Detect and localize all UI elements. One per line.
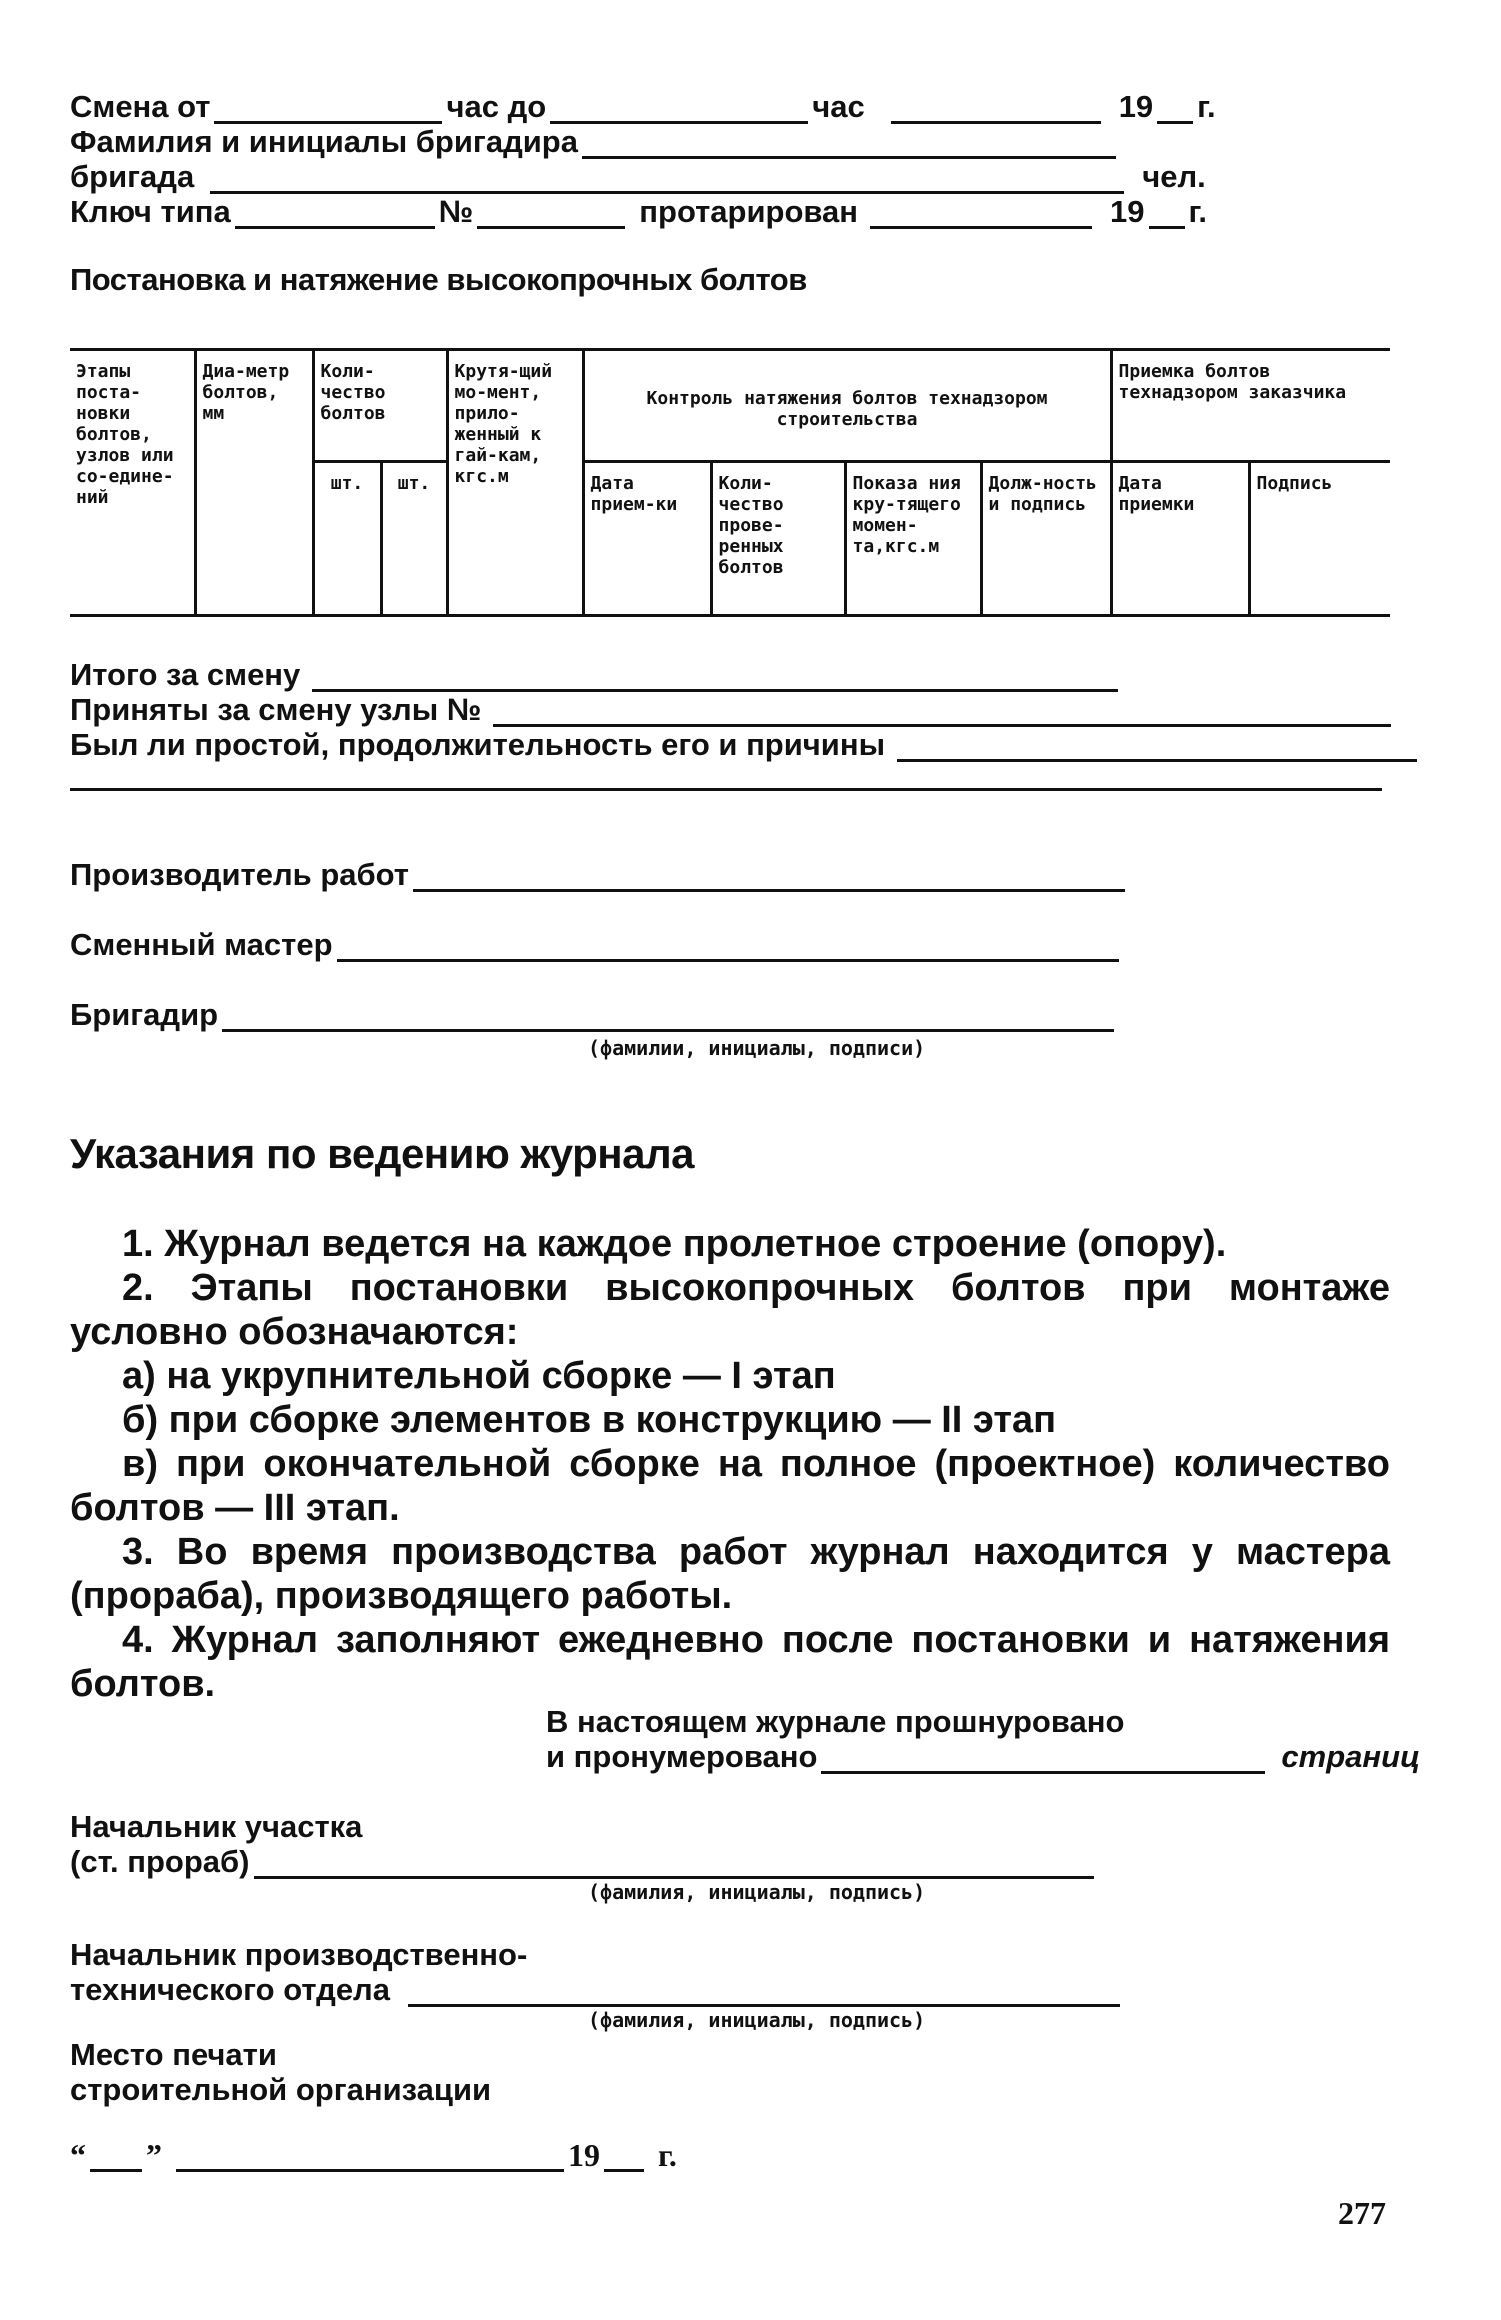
shift-master-field[interactable] <box>337 931 1119 962</box>
total-line <box>70 658 1122 692</box>
col-unit-1: шт. <box>313 462 381 616</box>
col-date-accept: Дата прием-ки <box>583 462 711 616</box>
pto-chief-line-1 <box>70 1938 527 1972</box>
accepted-nodes-field[interactable] <box>493 696 1391 727</box>
shift-from-field[interactable] <box>214 93 442 124</box>
col-customer-sign: Подпись <box>1249 462 1390 616</box>
site-chief-field[interactable] <box>254 1848 1094 1879</box>
pto-chief-label-1: Начальник производственно- <box>70 1937 528 1972</box>
foreman-line <box>70 125 1120 159</box>
instruction-1: 1. Журнал ведется на каждое пролетное строение (опору). <box>122 1223 1227 1265</box>
hour-label: час <box>812 89 865 124</box>
col-unit-2: шт. <box>381 462 447 616</box>
page-number: 277 <box>1338 2195 1386 2231</box>
pto-chief-label-2: технического отдела <box>70 1972 390 2007</box>
brigade-line <box>70 160 1206 194</box>
signatures-caption: (фамилии, инициалы, подписи) <box>588 1036 926 1060</box>
pto-chief-caption: (фамилия, инициалы, подпись) <box>588 2008 926 2032</box>
pages-label: страниц <box>1281 1739 1421 1774</box>
site-chief-line-1 <box>70 1810 362 1844</box>
shift-master-label: Сменный мастер <box>70 927 333 962</box>
month-field[interactable] <box>176 2141 564 2172</box>
site-chief-label-2: (ст. прораб) <box>70 1844 250 1879</box>
work-manager-label: Производитель работ <box>70 857 409 892</box>
key-type-field[interactable] <box>235 198 435 229</box>
brigade-field[interactable] <box>210 163 1124 194</box>
shift-from-label: Смена от <box>70 89 211 124</box>
instruction-3: 3. Во время производства работ журнал находится у мастера (прораба), производящего работы. <box>70 1531 1390 1617</box>
instruction-2c: в) при окончательной сборке на полное (проектное) количество болтов — III этап. <box>70 1443 1390 1529</box>
pto-chief-line-2 <box>70 1973 1124 2007</box>
year-suffix: г. <box>1197 89 1216 124</box>
total-shift-field[interactable] <box>312 661 1118 692</box>
cert-text-1: В настоящем журнале прошнуровано <box>546 1704 1125 1739</box>
downtime-field[interactable] <box>897 731 1417 762</box>
calibrated-year-suffix: г. <box>1188 194 1207 229</box>
calibrated-year-field[interactable] <box>1149 198 1185 229</box>
cert-text-2: и пронумеровано <box>546 1739 818 1774</box>
col-position-sign: Долж-ность и подпись <box>981 462 1111 616</box>
group-control: Контроль натяжения болтов технадзором строительства <box>583 350 1111 462</box>
hour-to-field[interactable] <box>550 93 808 124</box>
downtime-line <box>70 728 1421 762</box>
instruction-2: 2. Этапы постановки высокопрочных болтов при монтаже условно обозначаются: <box>70 1267 1390 1353</box>
shift-line <box>70 90 1216 124</box>
foreman-sign-field[interactable] <box>222 1001 1114 1032</box>
calibrated-year-label: 19 <box>1110 194 1145 229</box>
foreman-sign-line <box>70 998 1118 1032</box>
col-diameter: Диа-метр болтов, мм <box>195 350 313 616</box>
total-shift-label: Итого за смену <box>70 657 301 692</box>
instruction-4: 4. Журнал заполняют ежедневно после постановки и натяжения болтов. <box>70 1619 1390 1705</box>
brigade-label: бригада <box>70 159 195 194</box>
col-torque-reading: Показа ния кру-тящего момен-та,кгс.м <box>845 462 981 616</box>
site-chief-line-2 <box>70 1845 1098 1879</box>
calibrated-field[interactable] <box>870 198 1092 229</box>
seal-line-2 <box>70 2073 491 2107</box>
foreman-name-field[interactable] <box>582 128 1116 159</box>
col-count: Коли-чество болтов <box>313 350 447 462</box>
downtime-extra-line[interactable] <box>70 788 1382 791</box>
seal-line-1 <box>70 2038 277 2072</box>
col-checked-count: Коли-чество прове-ренных болтов <box>711 462 845 616</box>
seal-label-1: Место печати <box>70 2037 277 2072</box>
key-type-label: Ключ типа <box>70 194 231 229</box>
instruction-2b: б) при сборке элементов в конструкцию — II этап <box>122 1399 1057 1441</box>
date-line <box>70 2138 677 2172</box>
site-chief-caption: (фамилия, инициалы, подпись) <box>588 1880 926 1904</box>
work-manager-field[interactable] <box>413 861 1125 892</box>
pto-chief-field[interactable] <box>408 1976 1120 2007</box>
key-line <box>70 195 1207 229</box>
date-year-suffix: г. <box>658 2137 677 2173</box>
bolts-table <box>70 348 1390 617</box>
quote-open: “ <box>70 2137 86 2173</box>
instruction-2a: а) на укрупнительной сборке — I этап <box>122 1355 836 1397</box>
foreman-name-label: Фамилия и инициалы бригадира <box>70 124 578 159</box>
quote-close: ” <box>146 2137 162 2173</box>
instructions-title: Указания по ведению журнала <box>70 1130 695 1177</box>
date-year-field[interactable] <box>604 2141 644 2172</box>
col-customer-date: Дата приемки <box>1111 462 1249 616</box>
number-field[interactable] <box>477 198 625 229</box>
col-torque: Крутя-щий мо-мент, прило-женный к гай-кам, кгс.м <box>447 350 583 616</box>
cert-line-1 <box>546 1705 1124 1739</box>
downtime-label: Был ли простой, продолжительность его и причины <box>70 727 886 762</box>
date-year-label: 19 <box>568 2137 600 2173</box>
number-label: № <box>438 194 474 229</box>
accepted-line <box>70 693 1395 727</box>
hour-to-label: час до <box>446 89 547 124</box>
accepted-nodes-label: Приняты за смену узлы № <box>70 692 482 727</box>
form-title: Постановка и натяжение высокопрочных болтов <box>70 262 807 297</box>
pages-count-field[interactable] <box>821 1743 1265 1774</box>
day-field[interactable] <box>90 2141 142 2172</box>
shift-master-line <box>70 928 1123 962</box>
year-field[interactable] <box>1157 93 1193 124</box>
work-manager-line <box>70 858 1129 892</box>
site-chief-label-1: Начальник участка <box>70 1809 363 1844</box>
calibrated-label: протарирован <box>639 194 859 229</box>
col-stage: Этапы поста-новки болтов, узлов или со-едине-ний <box>70 350 195 616</box>
people-label: чел. <box>1142 159 1206 194</box>
seal-label-2: строительной организации <box>70 2072 492 2107</box>
date-field[interactable] <box>891 93 1101 124</box>
group-customer: Приемка болтов технадзором заказчика <box>1111 350 1390 462</box>
foreman-sign-label: Бригадир <box>70 997 219 1032</box>
year-label: 19 <box>1118 89 1154 124</box>
cert-line-2 <box>546 1740 1420 1774</box>
